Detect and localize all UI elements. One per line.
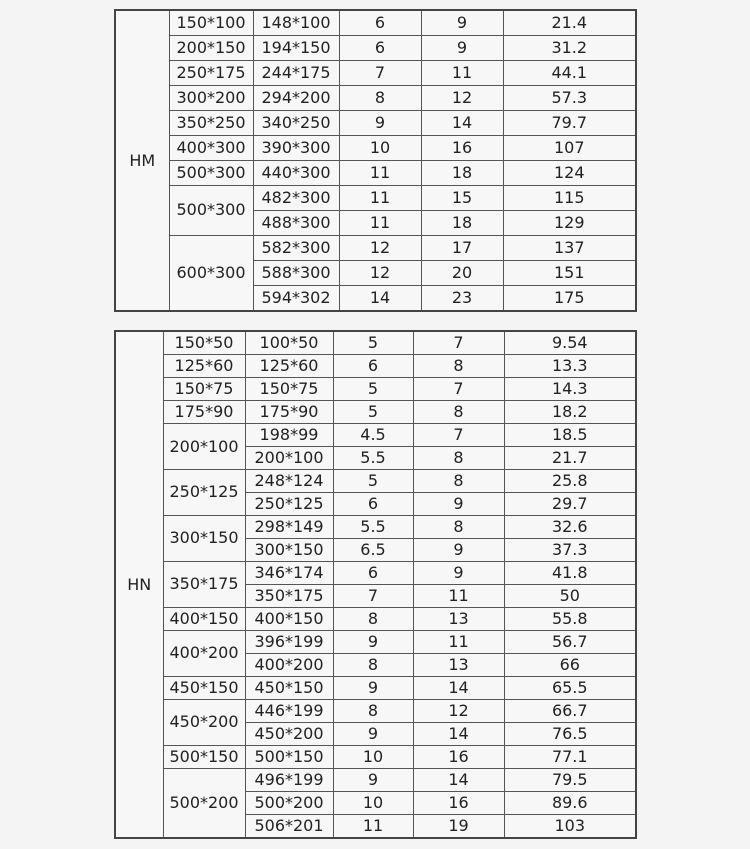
section-size-cell: 500*150 [245, 745, 333, 768]
section-size-cell: 294*200 [253, 86, 339, 111]
section-size-cell: 400*150 [245, 607, 333, 630]
weight-cell: 129 [503, 210, 636, 235]
web-thickness-cell: 5 [333, 401, 413, 424]
flange-thickness-cell: 8 [413, 470, 504, 493]
hn-spec-table [114, 330, 637, 839]
section-size-cell: 194*150 [253, 36, 339, 61]
section-size-cell: 500*200 [245, 791, 333, 814]
section-size-cell: 244*175 [253, 61, 339, 86]
weight-cell: 14.3 [504, 378, 636, 401]
section-size-cell: 175*90 [245, 401, 333, 424]
flange-thickness-cell: 9 [421, 36, 503, 61]
weight-cell: 31.2 [503, 36, 636, 61]
flange-thickness-cell: 13 [413, 653, 504, 676]
table-row [115, 331, 636, 355]
section-size-cell: 488*300 [253, 210, 339, 235]
section-size-cell: 446*199 [245, 699, 333, 722]
nominal-size-cell: 500*300 [169, 185, 253, 235]
flange-thickness-cell: 23 [421, 285, 503, 311]
section-size-cell: 150*75 [245, 378, 333, 401]
web-thickness-cell: 9 [333, 630, 413, 653]
nominal-size-cell: 350*175 [163, 561, 245, 607]
flange-thickness-cell: 7 [413, 424, 504, 447]
table-row [115, 699, 636, 722]
weight-cell: 37.3 [504, 538, 636, 561]
table-row [115, 745, 636, 768]
web-thickness-cell: 12 [339, 235, 421, 260]
flange-thickness-cell: 8 [413, 401, 504, 424]
web-thickness-cell: 10 [333, 745, 413, 768]
web-thickness-cell: 8 [339, 86, 421, 111]
weight-cell: 13.3 [504, 355, 636, 378]
flange-thickness-cell: 9 [421, 10, 503, 36]
nominal-size-cell: 200*100 [163, 424, 245, 470]
nominal-size-cell: 300*200 [169, 86, 253, 111]
nominal-size-cell: 450*150 [163, 676, 245, 699]
nominal-size-cell: 500*150 [163, 745, 245, 768]
table-row [115, 136, 636, 161]
web-thickness-cell: 9 [339, 111, 421, 136]
weight-cell: 29.7 [504, 492, 636, 515]
hm-spec-table [114, 9, 637, 312]
weight-cell: 66 [504, 653, 636, 676]
flange-thickness-cell: 11 [413, 584, 504, 607]
web-thickness-cell: 5 [333, 378, 413, 401]
section-size-cell: 506*201 [245, 814, 333, 838]
nominal-size-cell: 500*300 [169, 160, 253, 185]
flange-thickness-cell: 11 [413, 630, 504, 653]
nominal-size-cell: 250*175 [169, 61, 253, 86]
web-thickness-cell: 9 [333, 676, 413, 699]
flange-thickness-cell: 16 [413, 745, 504, 768]
weight-cell: 77.1 [504, 745, 636, 768]
weight-cell: 41.8 [504, 561, 636, 584]
nominal-size-cell: 125*60 [163, 355, 245, 378]
nominal-size-cell: 175*90 [163, 401, 245, 424]
weight-cell: 9.54 [504, 331, 636, 355]
web-thickness-cell: 9 [333, 768, 413, 791]
weight-cell: 44.1 [503, 61, 636, 86]
flange-thickness-cell: 8 [413, 447, 504, 470]
flange-thickness-cell: 7 [413, 378, 504, 401]
web-thickness-cell: 8 [333, 607, 413, 630]
section-size-cell: 248*124 [245, 470, 333, 493]
section-size-cell: 300*150 [245, 538, 333, 561]
section-size-cell: 346*174 [245, 561, 333, 584]
nominal-size-cell: 500*200 [163, 768, 245, 838]
flange-thickness-cell: 9 [413, 538, 504, 561]
web-thickness-cell: 5.5 [333, 447, 413, 470]
web-thickness-cell: 7 [339, 61, 421, 86]
flange-thickness-cell: 14 [413, 768, 504, 791]
flange-thickness-cell: 14 [413, 722, 504, 745]
weight-cell: 115 [503, 185, 636, 210]
weight-cell: 32.6 [504, 515, 636, 538]
weight-cell: 21.4 [503, 10, 636, 36]
section-size-cell: 582*300 [253, 235, 339, 260]
nominal-size-cell: 200*150 [169, 36, 253, 61]
weight-cell: 124 [503, 160, 636, 185]
section-size-cell: 390*300 [253, 136, 339, 161]
flange-thickness-cell: 14 [421, 111, 503, 136]
table-row [115, 36, 636, 61]
section-size-cell: 198*99 [245, 424, 333, 447]
nominal-size-cell: 300*150 [163, 515, 245, 561]
series-label: HN [115, 331, 163, 838]
weight-cell: 18.2 [504, 401, 636, 424]
weight-cell: 50 [504, 584, 636, 607]
section-size-cell: 594*302 [253, 285, 339, 311]
section-size-cell: 482*300 [253, 185, 339, 210]
weight-cell: 107 [503, 136, 636, 161]
table-row [115, 470, 636, 493]
flange-thickness-cell: 15 [421, 185, 503, 210]
section-size-cell: 100*50 [245, 331, 333, 355]
weight-cell: 18.5 [504, 424, 636, 447]
weight-cell: 21.7 [504, 447, 636, 470]
web-thickness-cell: 7 [333, 584, 413, 607]
web-thickness-cell: 11 [339, 160, 421, 185]
weight-cell: 103 [504, 814, 636, 838]
weight-cell: 66.7 [504, 699, 636, 722]
web-thickness-cell: 5 [333, 470, 413, 493]
weight-cell: 89.6 [504, 791, 636, 814]
table-row [115, 401, 636, 424]
web-thickness-cell: 10 [333, 791, 413, 814]
section-size-cell: 440*300 [253, 160, 339, 185]
weight-cell: 55.8 [504, 607, 636, 630]
web-thickness-cell: 8 [333, 653, 413, 676]
table-row [115, 111, 636, 136]
series-label: HM [115, 10, 169, 311]
weight-cell: 65.5 [504, 676, 636, 699]
web-thickness-cell: 6 [339, 10, 421, 36]
table-row [115, 185, 636, 210]
web-thickness-cell: 5 [333, 331, 413, 355]
hn-table-body [115, 331, 636, 838]
table-row [115, 378, 636, 401]
section-size-cell: 400*200 [245, 653, 333, 676]
web-thickness-cell: 6 [333, 561, 413, 584]
web-thickness-cell: 9 [333, 722, 413, 745]
nominal-size-cell: 350*250 [169, 111, 253, 136]
weight-cell: 76.5 [504, 722, 636, 745]
nominal-size-cell: 600*300 [169, 235, 253, 311]
section-size-cell: 450*150 [245, 676, 333, 699]
flange-thickness-cell: 17 [421, 235, 503, 260]
nominal-size-cell: 400*200 [163, 630, 245, 676]
web-thickness-cell: 10 [339, 136, 421, 161]
nominal-size-cell: 400*300 [169, 136, 253, 161]
web-thickness-cell: 11 [339, 210, 421, 235]
table-row [115, 235, 636, 260]
section-size-cell: 396*199 [245, 630, 333, 653]
web-thickness-cell: 8 [333, 699, 413, 722]
flange-thickness-cell: 7 [413, 331, 504, 355]
weight-cell: 56.7 [504, 630, 636, 653]
section-size-cell: 588*300 [253, 260, 339, 285]
flange-thickness-cell: 19 [413, 814, 504, 838]
section-size-cell: 350*175 [245, 584, 333, 607]
flange-thickness-cell: 16 [421, 136, 503, 161]
nominal-size-cell: 150*75 [163, 378, 245, 401]
web-thickness-cell: 5.5 [333, 515, 413, 538]
flange-thickness-cell: 8 [413, 355, 504, 378]
nominal-size-cell: 400*150 [163, 607, 245, 630]
section-size-cell: 148*100 [253, 10, 339, 36]
table-row [115, 676, 636, 699]
web-thickness-cell: 6.5 [333, 538, 413, 561]
section-size-cell: 250*125 [245, 492, 333, 515]
web-thickness-cell: 6 [333, 492, 413, 515]
section-size-cell: 200*100 [245, 447, 333, 470]
flange-thickness-cell: 8 [413, 515, 504, 538]
flange-thickness-cell: 12 [413, 699, 504, 722]
table-row [115, 768, 636, 791]
flange-thickness-cell: 11 [421, 61, 503, 86]
table-row [115, 630, 636, 653]
section-size-cell: 496*199 [245, 768, 333, 791]
weight-cell: 79.7 [503, 111, 636, 136]
table-row [115, 10, 636, 36]
flange-thickness-cell: 9 [413, 561, 504, 584]
table-row [115, 607, 636, 630]
table-row [115, 160, 636, 185]
weight-cell: 57.3 [503, 86, 636, 111]
flange-thickness-cell: 12 [421, 86, 503, 111]
nominal-size-cell: 450*200 [163, 699, 245, 745]
flange-thickness-cell: 20 [421, 260, 503, 285]
flange-thickness-cell: 9 [413, 492, 504, 515]
web-thickness-cell: 14 [339, 285, 421, 311]
section-size-cell: 450*200 [245, 722, 333, 745]
weight-cell: 151 [503, 260, 636, 285]
table-row [115, 86, 636, 111]
nominal-size-cell: 150*100 [169, 10, 253, 36]
section-size-cell: 298*149 [245, 515, 333, 538]
weight-cell: 79.5 [504, 768, 636, 791]
weight-cell: 137 [503, 235, 636, 260]
web-thickness-cell: 6 [333, 355, 413, 378]
table-row [115, 61, 636, 86]
table-row [115, 355, 636, 378]
nominal-size-cell: 150*50 [163, 331, 245, 355]
flange-thickness-cell: 18 [421, 160, 503, 185]
nominal-size-cell: 250*125 [163, 470, 245, 516]
flange-thickness-cell: 16 [413, 791, 504, 814]
web-thickness-cell: 4.5 [333, 424, 413, 447]
table-row [115, 515, 636, 538]
web-thickness-cell: 11 [339, 185, 421, 210]
section-size-cell: 340*250 [253, 111, 339, 136]
hm-table-body [115, 10, 636, 311]
weight-cell: 25.8 [504, 470, 636, 493]
table-row [115, 424, 636, 447]
web-thickness-cell: 11 [333, 814, 413, 838]
table-row [115, 561, 636, 584]
web-thickness-cell: 12 [339, 260, 421, 285]
web-thickness-cell: 6 [339, 36, 421, 61]
flange-thickness-cell: 14 [413, 676, 504, 699]
flange-thickness-cell: 13 [413, 607, 504, 630]
weight-cell: 175 [503, 285, 636, 311]
section-size-cell: 125*60 [245, 355, 333, 378]
flange-thickness-cell: 18 [421, 210, 503, 235]
